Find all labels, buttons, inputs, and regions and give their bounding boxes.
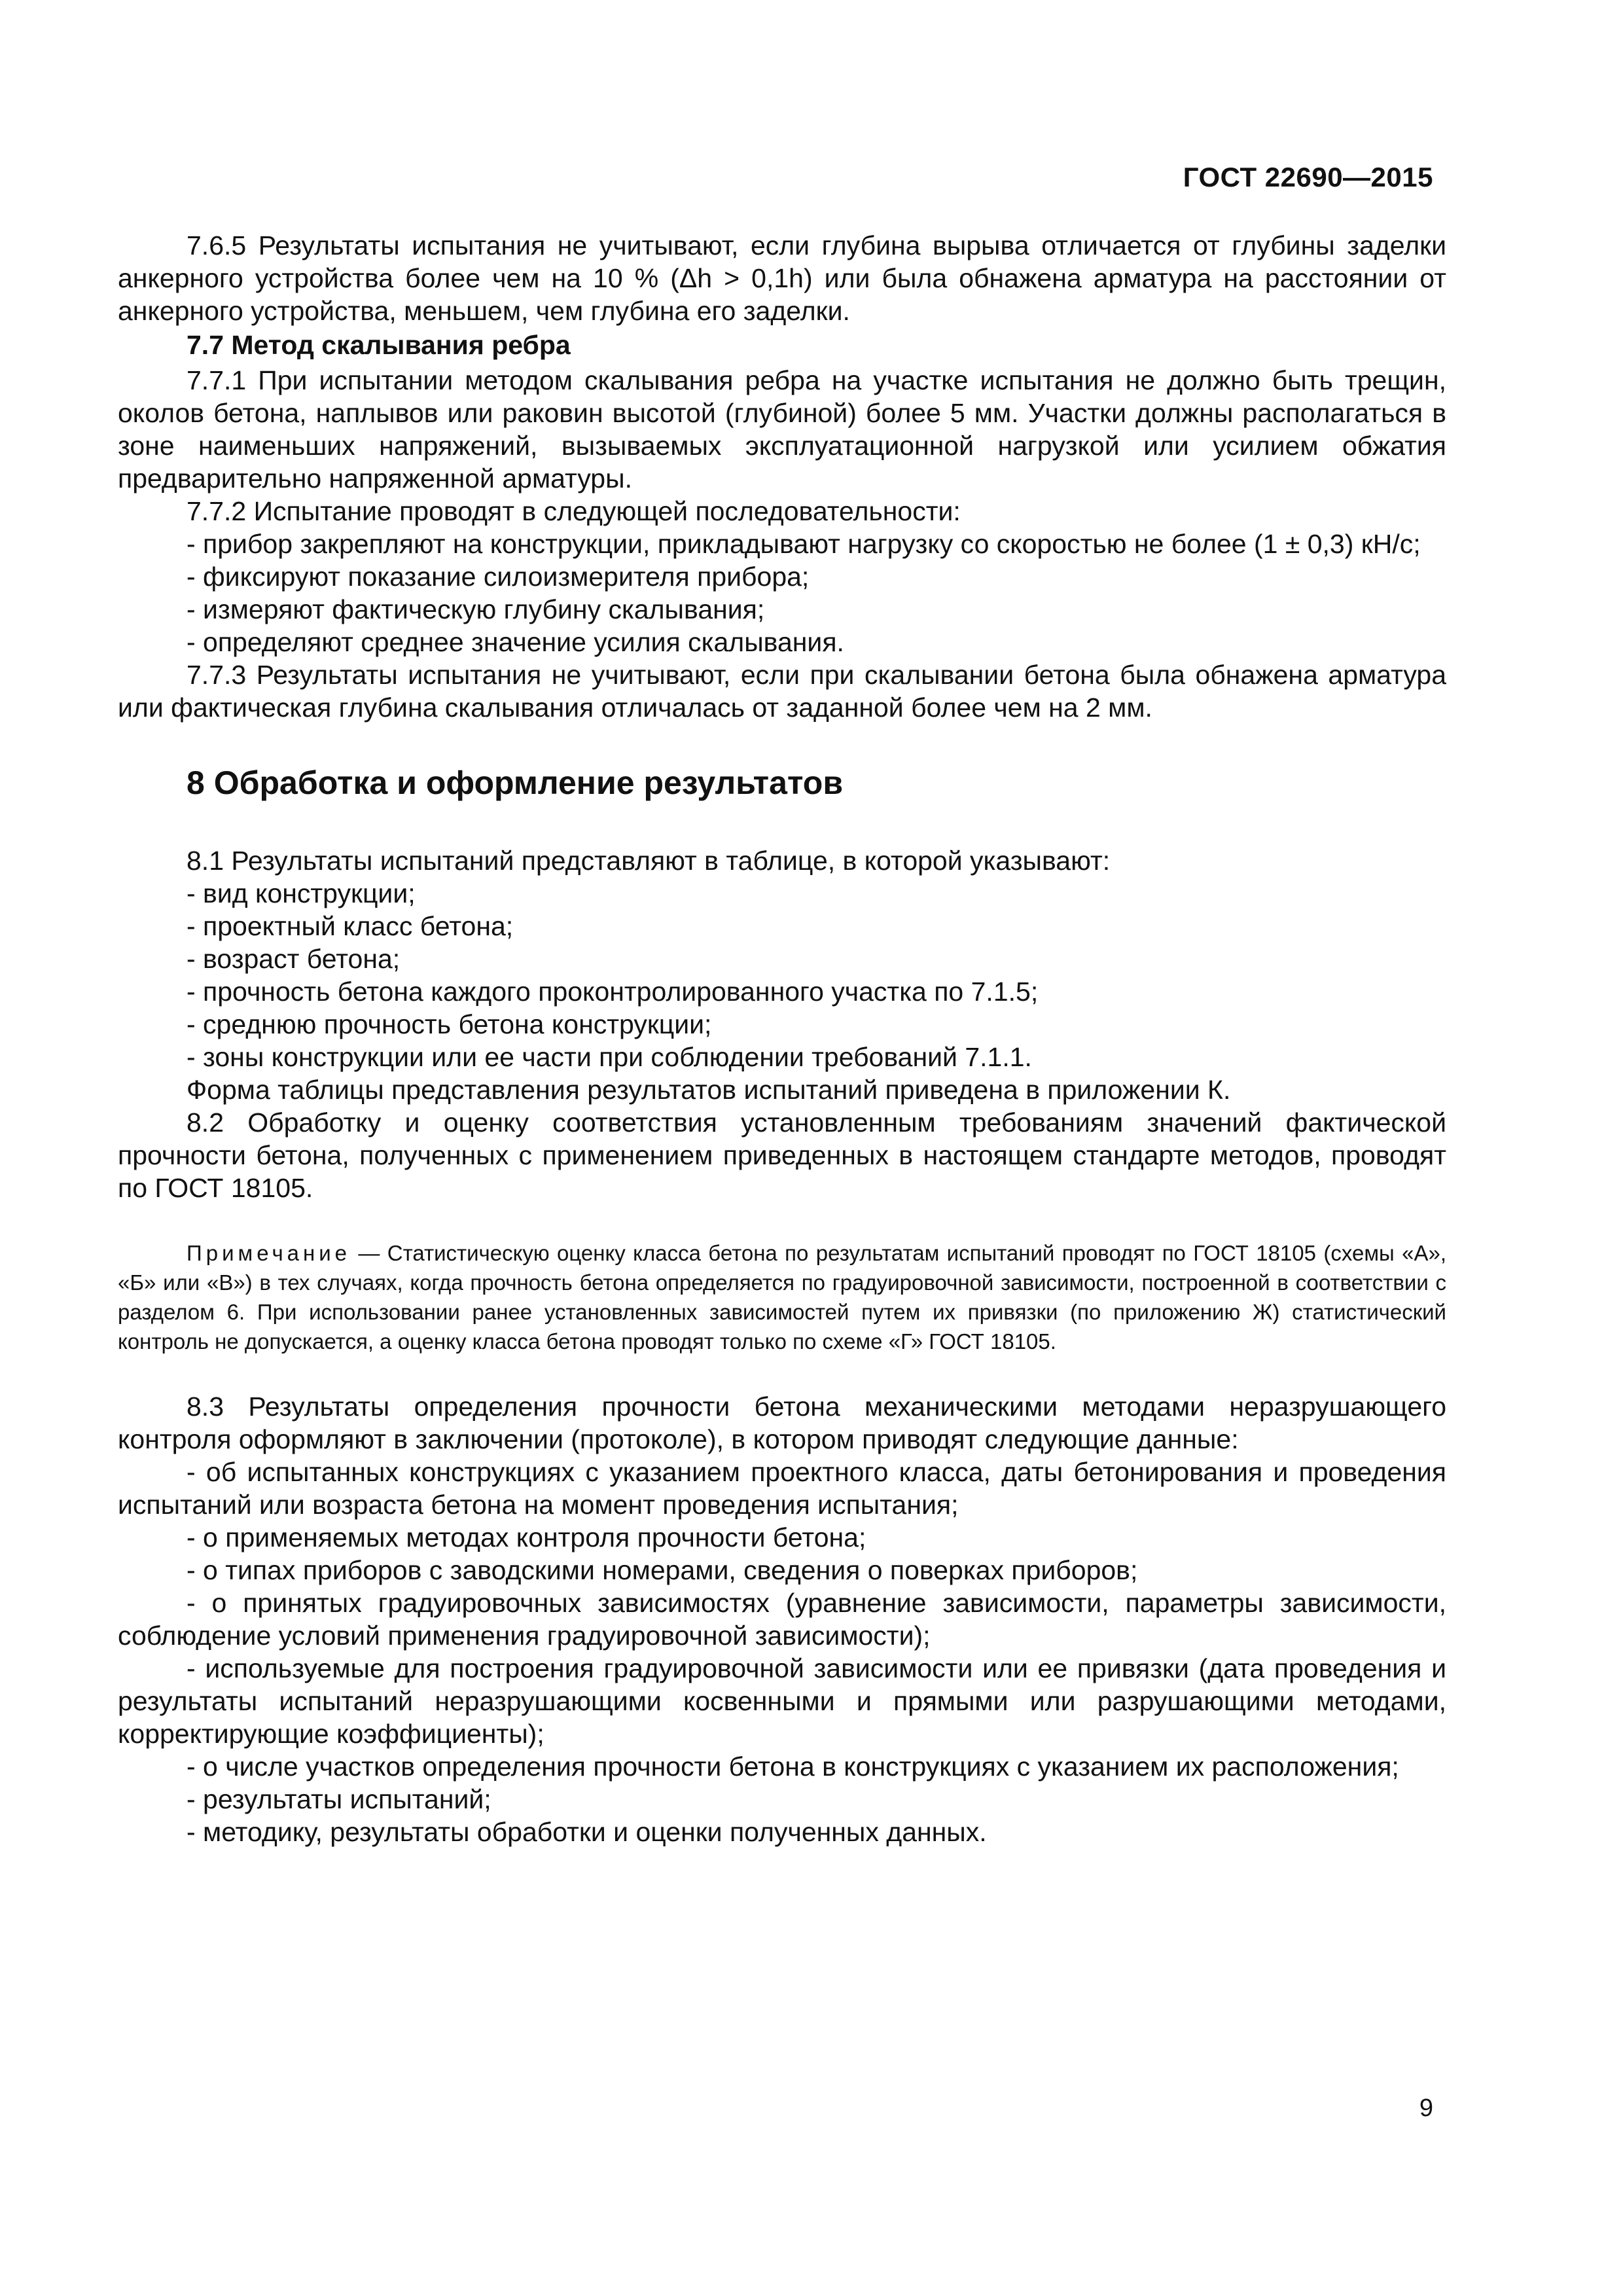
paragraph-8-3: 8.3 Результаты определения прочности бетона механическими методами неразрушающего контроля оформляют в заключении (протоколе), в котором приводят следующие данные: [118,1391,1446,1454]
list-item: - используемые для построения градуировочной зависимости или ее привязки (дата проведения и результаты испытаний неразрушающими косвенными и прямыми или разрушающими методами, корректирующие коэффициенты); [118,1653,1446,1749]
list-item: - методику, результаты обработки и оценки полученных данных. [187,1817,987,1847]
list-item: - измеряют фактическую глубину скалывания; [187,594,765,624]
section-heading-8: 8 Обработка и оформление результатов [187,764,844,801]
heading-7-7: 7.7 Метод скалывания ребра [187,330,571,360]
paragraph-7-7-2: 7.7.2 Испытание проводят в следующей последовательности: [187,496,961,526]
note-text: — Статистическую оценку класса бетона по результатам испытаний проводят по ГОСТ 18105 (схемы «А», «Б» или «В») в тех случаях, когда прочность бетона определяется по градуировочной зависимости, построенной в соответствии с разделом 6. При использовании ранее установленных зависимостей путем их привязки (по приложению Ж) статистический контроль не допускается, а оценку класса бетона проводят только по схеме «Г» ГОСТ 18105. [118,1241,1446,1354]
paragraph-8-1-form: Форма таблицы представления результатов испытаний приведена в приложении К. [187,1075,1231,1105]
list-item: - среднюю прочность бетона конструкции; [187,1009,712,1039]
paragraph-7-6-5: 7.6.5 Результаты испытания не учитывают, если глубина вырыва отличается от глубины заделки анкерного устройства более чем на 10 % (Δh > 0,1h) или была обнажена арматура на расстоянии от анкерного устройства, меньшем, чем глубина его заделки. [118,230,1446,326]
list-item: - о принятых градуировочных зависимостях (уравнение зависимости, параметры зависимости, соблюдение условий применения градуировочной зависимости); [118,1588,1446,1651]
list-item: - результаты испытаний; [187,1784,491,1814]
paragraph-8-1: 8.1 Результаты испытаний представляют в таблице, в которой указывают: [187,846,1111,876]
paragraph-8-2: 8.2 Обработку и оценку соответствия установленным требованиям значений фактической прочности бетона, полученных с применением приведенных в настоящем стандарте методов, проводят по ГОСТ 18105. [118,1107,1446,1203]
paragraph-7-7-3: 7.7.3 Результаты испытания не учитывают, если при скалывании бетона была обнажена арматура или фактическая глубина скалывания отличалась от заданной более чем на 2 мм. [118,660,1446,723]
document-body [118,229,1446,1848]
note [118,1238,1446,1356]
list-item: - прочность бетона каждого проконтролированного участка по 7.1.5; [187,977,1039,1007]
page-number: 9 [1419,2094,1433,2122]
list-item: - о числе участков определения прочности бетона в конструкциях с указанием их расположения; [187,1751,1399,1782]
list-item: - об испытанных конструкциях с указанием проектного класса, даты бетонирования и проведения испытаний или возраста бетона на момент проведения испытания; [118,1457,1446,1520]
list-item: - зоны конструкции или ее части при соблюдении требований 7.1.1. [187,1042,1032,1072]
list-item: - прибор закрепляют на конструкции, прикладывают нагрузку со скоростью не более (1 ± 0,3) кН/с; [187,529,1421,559]
list-item: - возраст бетона; [187,944,401,974]
list-item: - о типах приборов с заводскими номерами, сведения о поверках приборов; [187,1555,1138,1585]
paragraph-7-7-1: 7.7.1 При испытании методом скалывания ребра на участке испытания не должно быть трещин, околов бетона, наплывов или раковин высотой (глубиной) более 5 мм. Участки должны располагаться в зоне наименьших напряжений, вызываемых эксплуатационной нагрузкой или усилием обжатия предварительно напряженной арматуры. [118,365,1446,493]
list-item: - проектный класс бетона; [187,911,514,941]
note-label: Примечание [187,1241,351,1265]
document-header: ГОСТ 22690—2015 [1183,162,1433,192]
list-item: - фиксируют показание силоизмерителя прибора; [187,562,810,592]
list-item: - вид конструкции; [187,878,416,908]
list-item: - о применяемых методах контроля прочности бетона; [187,1522,866,1552]
list-item: - определяют среднее значение усилия скалывания. [187,627,844,657]
